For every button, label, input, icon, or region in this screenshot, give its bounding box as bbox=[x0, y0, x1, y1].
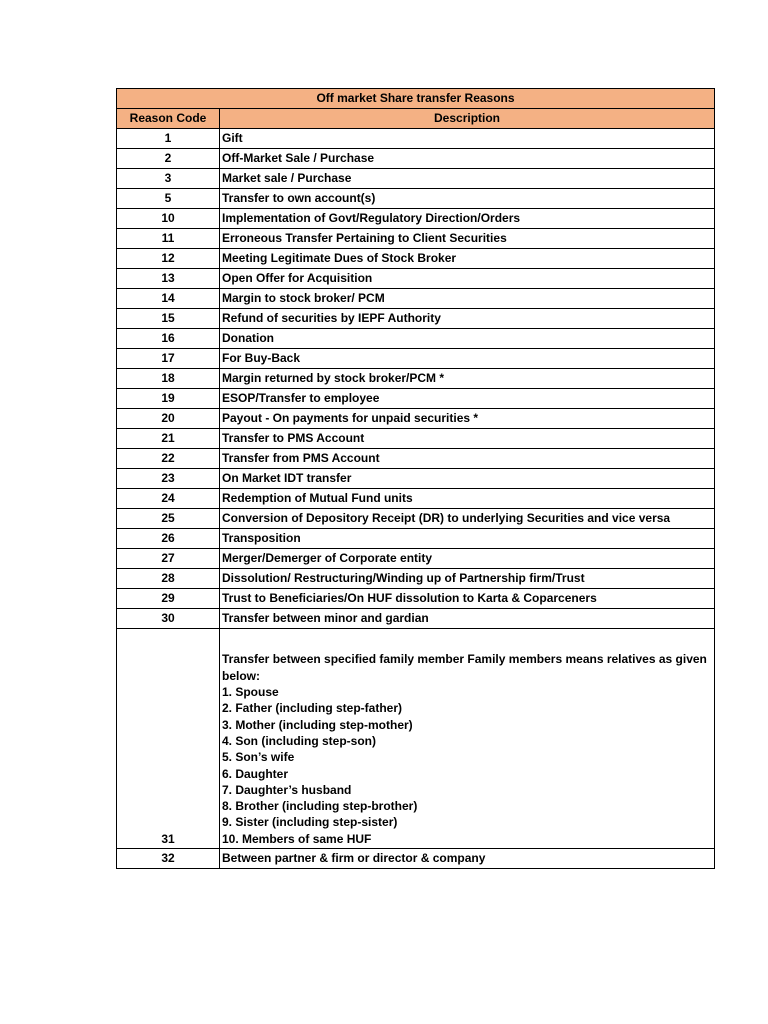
description-cell: Gift bbox=[220, 129, 715, 149]
reason-code-cell: 22 bbox=[117, 449, 220, 469]
table-row bbox=[117, 149, 715, 169]
table-row bbox=[117, 249, 715, 269]
description-cell: Transposition bbox=[220, 529, 715, 549]
reason-code-cell: 25 bbox=[117, 509, 220, 529]
table-row bbox=[117, 469, 715, 489]
reason-code-cell: 26 bbox=[117, 529, 220, 549]
family-member-item: 8. Brother (including step-brother) bbox=[222, 799, 418, 814]
family-member-item: 9. Sister (including step-sister) bbox=[222, 815, 398, 830]
share-transfer-reasons-table bbox=[116, 88, 715, 869]
reasons-sheet bbox=[116, 88, 714, 869]
description-cell: Transfer between minor and gardian bbox=[220, 609, 715, 629]
description-cell bbox=[220, 629, 715, 849]
family-member-item: 4. Son (including step-son) bbox=[222, 733, 376, 748]
family-member-list bbox=[222, 651, 712, 847]
reason-code-cell: 29 bbox=[117, 589, 220, 609]
table-row bbox=[117, 389, 715, 409]
description-cell: Donation bbox=[220, 329, 715, 349]
table-row bbox=[117, 849, 715, 869]
description-cell: Erroneous Transfer Pertaining to Client Securities bbox=[220, 229, 715, 249]
table-body bbox=[117, 129, 715, 869]
reason-code-cell: 24 bbox=[117, 489, 220, 509]
description-cell: Dissolution/ Restructuring/Winding up of Partnership firm/Trust bbox=[220, 569, 715, 589]
table-row bbox=[117, 269, 715, 289]
reason-code-cell: 27 bbox=[117, 549, 220, 569]
table-header-row bbox=[117, 109, 715, 129]
table-row bbox=[117, 309, 715, 329]
description-cell: Trust to Beneficiaries/On HUF dissolution to Karta & Coparceners bbox=[220, 589, 715, 609]
description-cell: Open Offer for Acquisition bbox=[220, 269, 715, 289]
reason-code-cell: 30 bbox=[117, 609, 220, 629]
description-cell: Refund of securities by IEPF Authority bbox=[220, 309, 715, 329]
family-member-item: 5. Son’s wife bbox=[222, 750, 295, 765]
table-row bbox=[117, 449, 715, 469]
table-row bbox=[117, 369, 715, 389]
table-row bbox=[117, 289, 715, 309]
table-row bbox=[117, 349, 715, 369]
reason-code-cell: 16 bbox=[117, 329, 220, 349]
description-cell: Transfer from PMS Account bbox=[220, 449, 715, 469]
reason-code-cell: 17 bbox=[117, 349, 220, 369]
description-header: Description bbox=[220, 109, 715, 129]
reason-code-cell: 31 bbox=[117, 629, 220, 849]
description-cell: Conversion of Depository Receipt (DR) to underlying Securities and vice versa bbox=[220, 509, 715, 529]
table-row bbox=[117, 509, 715, 529]
reason-code-cell: 10 bbox=[117, 209, 220, 229]
description-cell: Payout - On payments for unpaid securities * bbox=[220, 409, 715, 429]
description-cell: Meeting Legitimate Dues of Stock Broker bbox=[220, 249, 715, 269]
table-row bbox=[117, 609, 715, 629]
family-transfer-intro: Transfer between specified family member Family members means relatives as given below: bbox=[222, 652, 707, 683]
description-cell: On Market IDT transfer bbox=[220, 469, 715, 489]
reason-code-cell: 21 bbox=[117, 429, 220, 449]
reason-code-cell: 15 bbox=[117, 309, 220, 329]
table-row bbox=[117, 189, 715, 209]
family-member-item: 6. Daughter bbox=[222, 766, 289, 781]
table-row bbox=[117, 209, 715, 229]
description-cell: Transfer to PMS Account bbox=[220, 429, 715, 449]
description-cell: Between partner & firm or director & company bbox=[220, 849, 715, 869]
table-title: Off market Share transfer Reasons bbox=[117, 89, 715, 109]
reason-code-cell: 14 bbox=[117, 289, 220, 309]
description-cell: For Buy-Back bbox=[220, 349, 715, 369]
description-cell: Margin returned by stock broker/PCM * bbox=[220, 369, 715, 389]
reason-code-cell: 12 bbox=[117, 249, 220, 269]
table-row bbox=[117, 409, 715, 429]
reason-code-cell: 3 bbox=[117, 169, 220, 189]
table-row bbox=[117, 329, 715, 349]
family-member-item: 2. Father (including step-father) bbox=[222, 701, 403, 716]
family-member-item: 3. Mother (including step-mother) bbox=[222, 717, 413, 732]
reason-code-cell: 20 bbox=[117, 409, 220, 429]
reason-code-cell: 13 bbox=[117, 269, 220, 289]
description-cell: Implementation of Govt/Regulatory Direction/Orders bbox=[220, 209, 715, 229]
reason-code-cell: 19 bbox=[117, 389, 220, 409]
table-row bbox=[117, 549, 715, 569]
family-member-item: 1. Spouse bbox=[222, 685, 279, 700]
description-cell: Market sale / Purchase bbox=[220, 169, 715, 189]
description-cell: Transfer to own account(s) bbox=[220, 189, 715, 209]
family-member-item: 7. Daughter’s husband bbox=[222, 782, 352, 797]
description-cell: Merger/Demerger of Corporate entity bbox=[220, 549, 715, 569]
reason-code-cell: 2 bbox=[117, 149, 220, 169]
reason-code-header: Reason Code bbox=[117, 109, 220, 129]
reason-code-cell: 18 bbox=[117, 369, 220, 389]
description-cell: Off-Market Sale / Purchase bbox=[220, 149, 715, 169]
reason-code-cell: 5 bbox=[117, 189, 220, 209]
table-row bbox=[117, 129, 715, 149]
table-row bbox=[117, 489, 715, 509]
description-cell: ESOP/Transfer to employee bbox=[220, 389, 715, 409]
table-row bbox=[117, 529, 715, 549]
family-member-item: 10. Members of same HUF bbox=[222, 831, 372, 846]
reason-code-cell: 28 bbox=[117, 569, 220, 589]
table-row bbox=[117, 589, 715, 609]
description-cell: Margin to stock broker/ PCM bbox=[220, 289, 715, 309]
table-row bbox=[117, 429, 715, 449]
description-cell: Redemption of Mutual Fund units bbox=[220, 489, 715, 509]
reason-code-cell: 1 bbox=[117, 129, 220, 149]
table-row bbox=[117, 229, 715, 249]
table-row bbox=[117, 169, 715, 189]
table-title-row bbox=[117, 89, 715, 109]
reason-code-cell: 23 bbox=[117, 469, 220, 489]
reason-code-cell: 11 bbox=[117, 229, 220, 249]
table-row bbox=[117, 569, 715, 589]
reason-code-cell: 32 bbox=[117, 849, 220, 869]
table-row-family-transfer bbox=[117, 629, 715, 849]
